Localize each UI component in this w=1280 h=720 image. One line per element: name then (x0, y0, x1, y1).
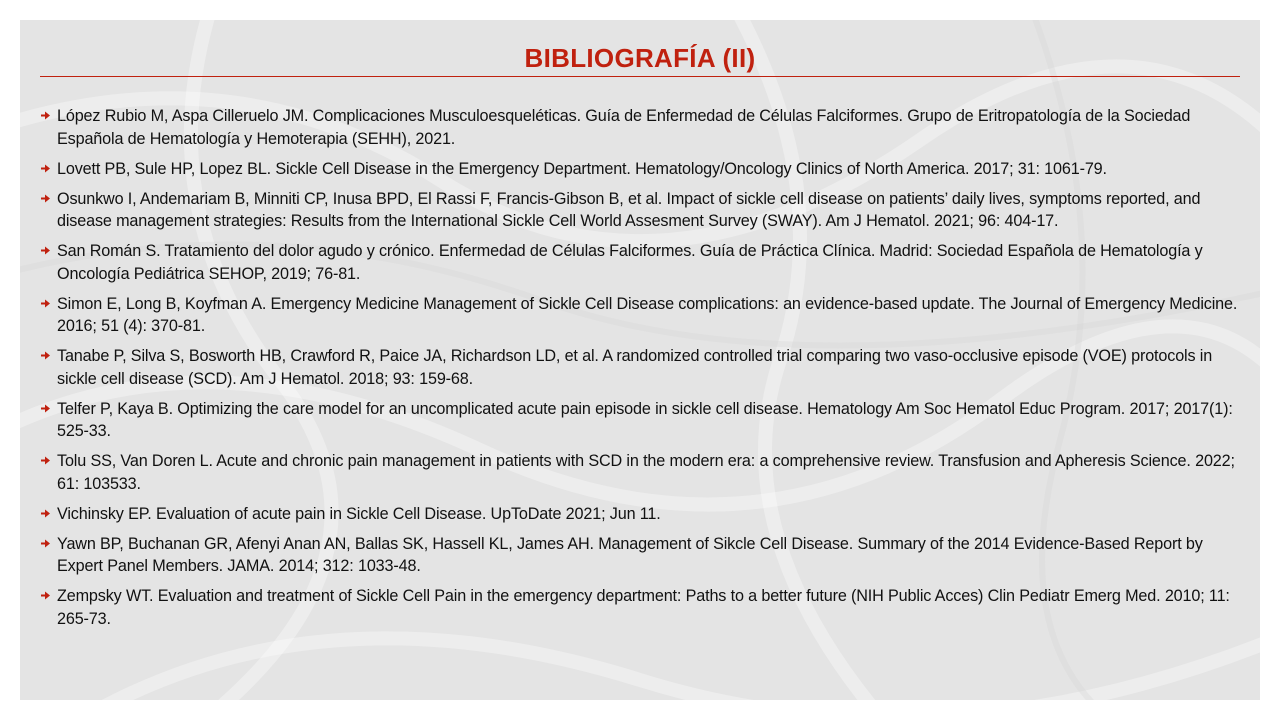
reference-item (40, 105, 1244, 150)
reference-item (40, 240, 1244, 285)
arrow-right-icon (40, 193, 51, 204)
reference-item (40, 503, 1244, 526)
reference-text: Telfer P, Kaya B. Optimizing the care model for an uncomplicated acute pain episode in sickle cell disease. Hematology Am Soc Hematol Educ Program. 2017; 2017(1): 525-33. (57, 399, 1233, 440)
arrow-right-icon (40, 403, 51, 414)
reference-item (40, 188, 1244, 233)
title-underline (40, 76, 1240, 77)
reference-item (40, 293, 1244, 338)
reference-item (40, 533, 1244, 578)
slide-title: BIBLIOGRAFÍA (II) (524, 43, 756, 73)
arrow-right-icon (40, 245, 51, 256)
arrow-right-icon (40, 455, 51, 466)
reference-text: San Román S. Tratamiento del dolor agudo y crónico. Enfermedad de Células Falciformes. Guía de Práctica Clínica. Madrid: Sociedad Española de Hematología y Oncología Pediátrica SEHOP, 2019; 76-81. (57, 242, 1203, 283)
arrow-right-icon (40, 538, 51, 549)
reference-text: Yawn BP, Buchanan GR, Afenyi Anan AN, Ballas SK, Hassell KL, James AH. Management of Sikcle Cell Disease. Summary of the 2014 Evidence-Based Report by Expert Panel Members. JAMA. 2014; 312: 1033-48. (57, 534, 1203, 575)
reference-text: Lovett PB, Sule HP, Lopez BL. Sickle Cell Disease in the Emergency Department. Hematology/Oncology Clinics of North America. 2017; 31: 1061-79. (57, 159, 1107, 178)
arrow-right-icon (40, 508, 51, 519)
reference-text: López Rubio M, Aspa Cilleruelo JM. Complicaciones Musculoesqueléticas. Guía de Enfermedad de Células Falciformes. Grupo de Eritropatología de la Sociedad Española de Hematología y Hemoterapia (SEHH), 2021. (57, 107, 1191, 148)
reference-text: Zempsky WT. Evaluation and treatment of Sickle Cell Pain in the emergency department: Paths to a better future (NIH Public Acces) Clin Pediatr Emerg Med. 2010; 11: 265-73. (57, 587, 1230, 628)
reference-item (40, 450, 1244, 495)
reference-item (40, 158, 1244, 181)
slide (20, 20, 1260, 700)
arrow-right-icon (40, 110, 51, 121)
reference-text: Osunkwo I, Andemariam B, Minniti CP, Inusa BPD, El Rassi F, Francis-Gibson B, et al. Impact of sickle cell disease on patients’ daily lives, symptoms reported, and disease management strategies: Results from the International Sickle Cell World Assesment Survey (SWAY). Am J Hematol. 2021; 96: 404-17. (57, 189, 1201, 230)
reference-text: Simon E, Long B, Koyfman A. Emergency Medicine Management of Sickle Cell Disease complications: an evidence-based update. The Journal of Emergency Medicine. 2016; 51 (4): 370-81. (57, 294, 1238, 335)
reference-list (40, 105, 1244, 638)
arrow-right-icon (40, 590, 51, 601)
reference-text: Tanabe P, Silva S, Bosworth HB, Crawford R, Paice JA, Richardson LD, et al. A randomized controlled trial comparing two vaso-occlusive episode (VOE) protocols in sickle cell disease (SCD). Am J Hematol. 2018; 93: 159-68. (57, 347, 1213, 388)
reference-text: Tolu SS, Van Doren L. Acute and chronic pain management in patients with SCD in the modern era: a comprehensive review. Transfusion and Apheresis Science. 2022; 61: 103533. (57, 452, 1235, 493)
arrow-right-icon (40, 163, 51, 174)
reference-text: Vichinsky EP. Evaluation of acute pain in Sickle Cell Disease. UpToDate 2021; Jun 11. (57, 504, 661, 523)
arrow-right-icon (40, 298, 51, 309)
arrow-right-icon (40, 350, 51, 361)
reference-item (40, 585, 1244, 630)
reference-item (40, 345, 1244, 390)
reference-item (40, 398, 1244, 443)
